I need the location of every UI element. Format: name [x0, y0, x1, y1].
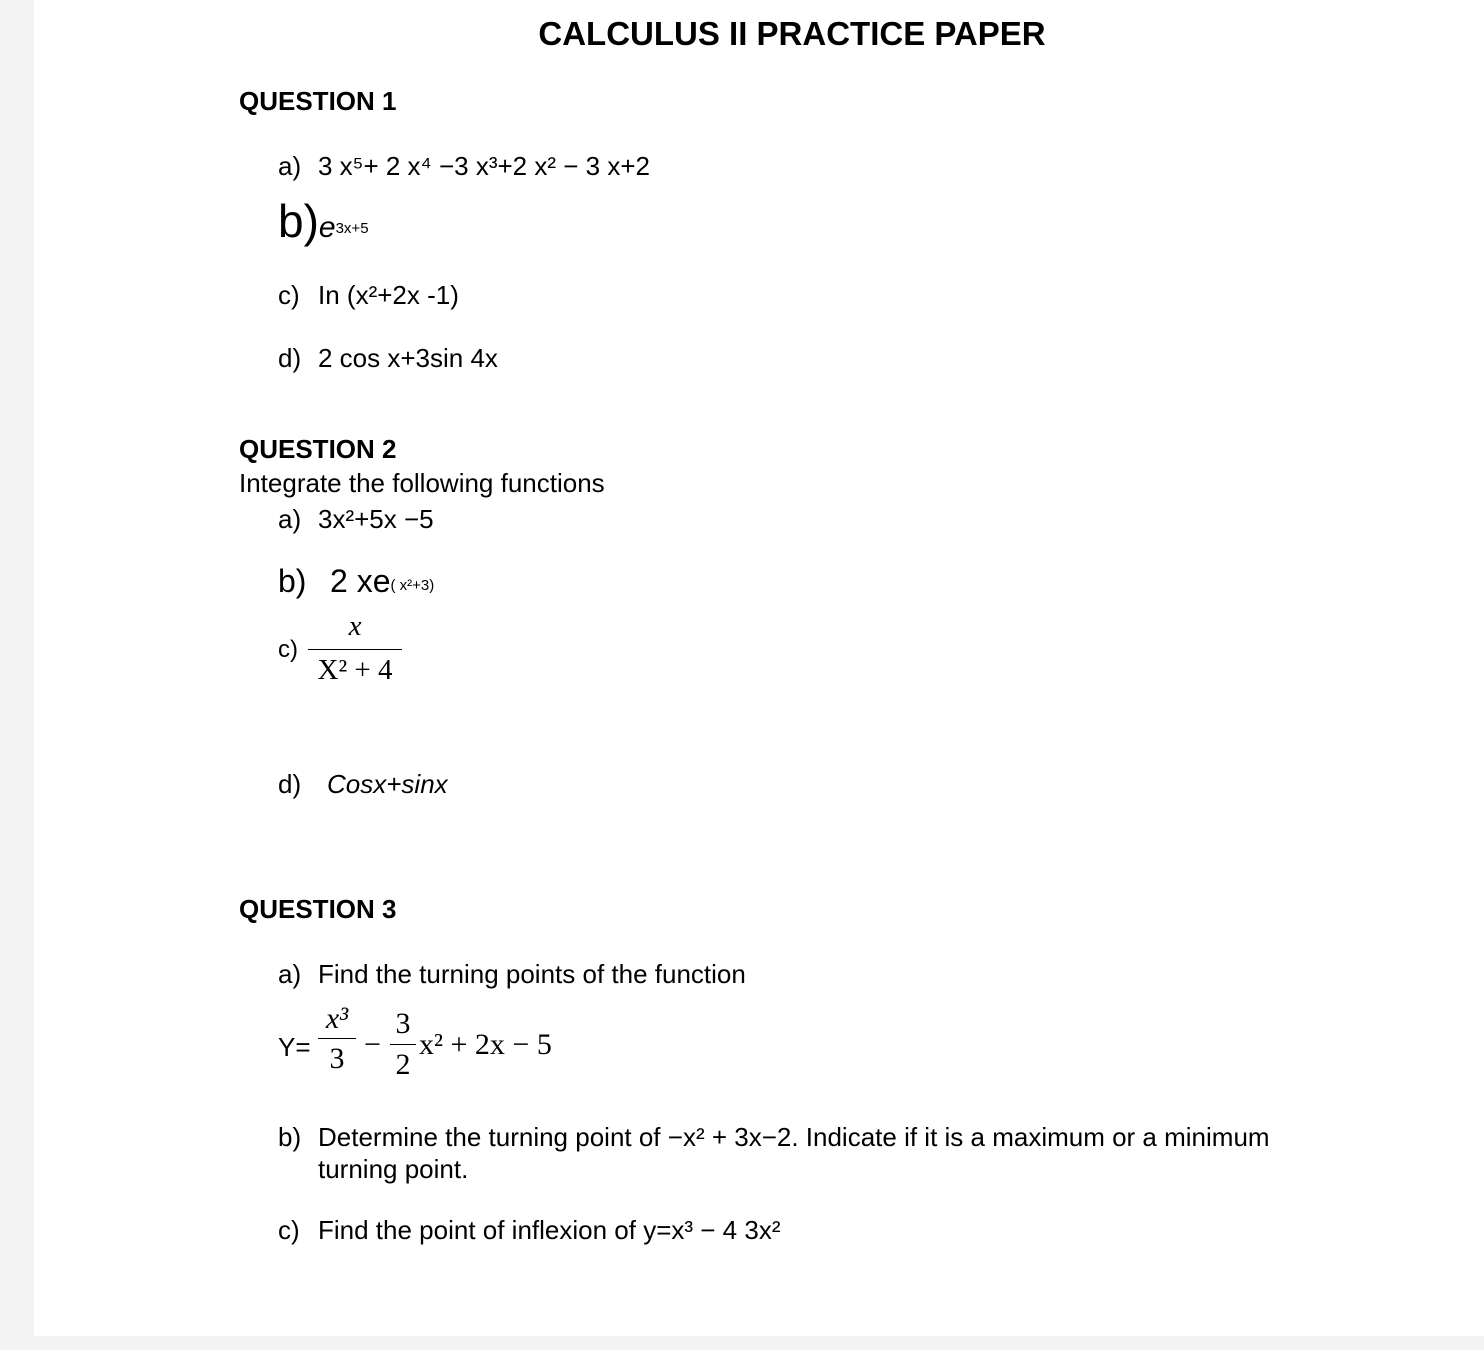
q3-b-line-2: turning point. [318, 1154, 469, 1184]
q3-a-frac2-numerator: 3 [395, 1007, 411, 1040]
q1-item-a [278, 153, 650, 179]
q3-a-label: a) [278, 959, 302, 989]
q1-item-b [278, 195, 369, 247]
q2-item-a [278, 506, 434, 532]
q3-a-frac1-denominator: 3 [329, 1042, 345, 1075]
q1-b-exponent: 3x+5 [335, 220, 369, 237]
q2-c-numerator: x [348, 610, 362, 642]
q1-c-expression: In (x²+2x -1) [318, 280, 459, 310]
q3-item-b [278, 1124, 1270, 1150]
q3-c-text: Find the point of inflexion of y=x³ − 4 3x² [318, 1215, 781, 1245]
question-1-heading: QUESTION 1 [239, 86, 397, 116]
question-2-heading: QUESTION 2 [239, 434, 397, 464]
q3-a-fraction-2 [390, 1009, 416, 1080]
q2-c-denominator: X² + 4 [317, 654, 393, 686]
q3-b-label: b) [278, 1122, 302, 1152]
q1-d-label: d) [278, 343, 302, 373]
q1-a-label: a) [278, 151, 302, 181]
q1-d-expression: 2 cos x+3sin 4x [318, 343, 498, 373]
q3-a-text: Find the turning points of the function [318, 959, 746, 989]
q3-a-equation-rest: x² + 2x − 5 [419, 1028, 552, 1061]
q2-d-expression: Cosx+sinx [327, 769, 448, 799]
q2-a-label: a) [278, 504, 302, 534]
page-title: CALCULUS II PRACTICE PAPER [538, 15, 1046, 52]
q1-item-d [278, 345, 498, 371]
q1-c-label: c) [278, 280, 300, 310]
q2-d-label: d) [278, 769, 302, 799]
q3-b-line-1: Determine the turning point of −x² + 3x−2. Indicate if it is a maximum or a minimum [318, 1122, 1270, 1152]
q3-item-a [278, 961, 746, 987]
q3-a-frac2-denominator: 2 [395, 1048, 411, 1081]
question-3-heading: QUESTION 3 [239, 894, 397, 924]
q2-c-label: c) [278, 636, 298, 663]
q2-b-exponent: ( x²+3) [390, 577, 435, 594]
q3-a-minus-sign: − [364, 1028, 381, 1061]
document-page [34, 0, 1484, 1336]
q2-item-b [278, 565, 434, 597]
q1-item-c [278, 282, 459, 308]
q1-b-label: b) [278, 195, 319, 247]
q1-b-base: e [318, 211, 336, 244]
q3-a-eq-prefix: Y= [278, 1032, 311, 1062]
q3-a-frac1-numerator: x³ [325, 1002, 349, 1035]
q2-a-expression: 3x²+5x −5 [318, 504, 434, 534]
q2-item-d [278, 771, 448, 797]
q2-c-fraction [308, 612, 402, 685]
q3-a-fraction-1 [318, 1004, 356, 1074]
q3-item-c [278, 1217, 780, 1243]
q2-b-expression: 2 xe [330, 563, 391, 599]
q3-c-label: c) [278, 1215, 300, 1245]
q2-intro: Integrate the following functions [239, 468, 605, 498]
q1-a-expression: 3 x⁵+ 2 x⁴ −3 x³+2 x² − 3 x+2 [318, 151, 650, 181]
q2-b-label: b) [278, 563, 307, 599]
